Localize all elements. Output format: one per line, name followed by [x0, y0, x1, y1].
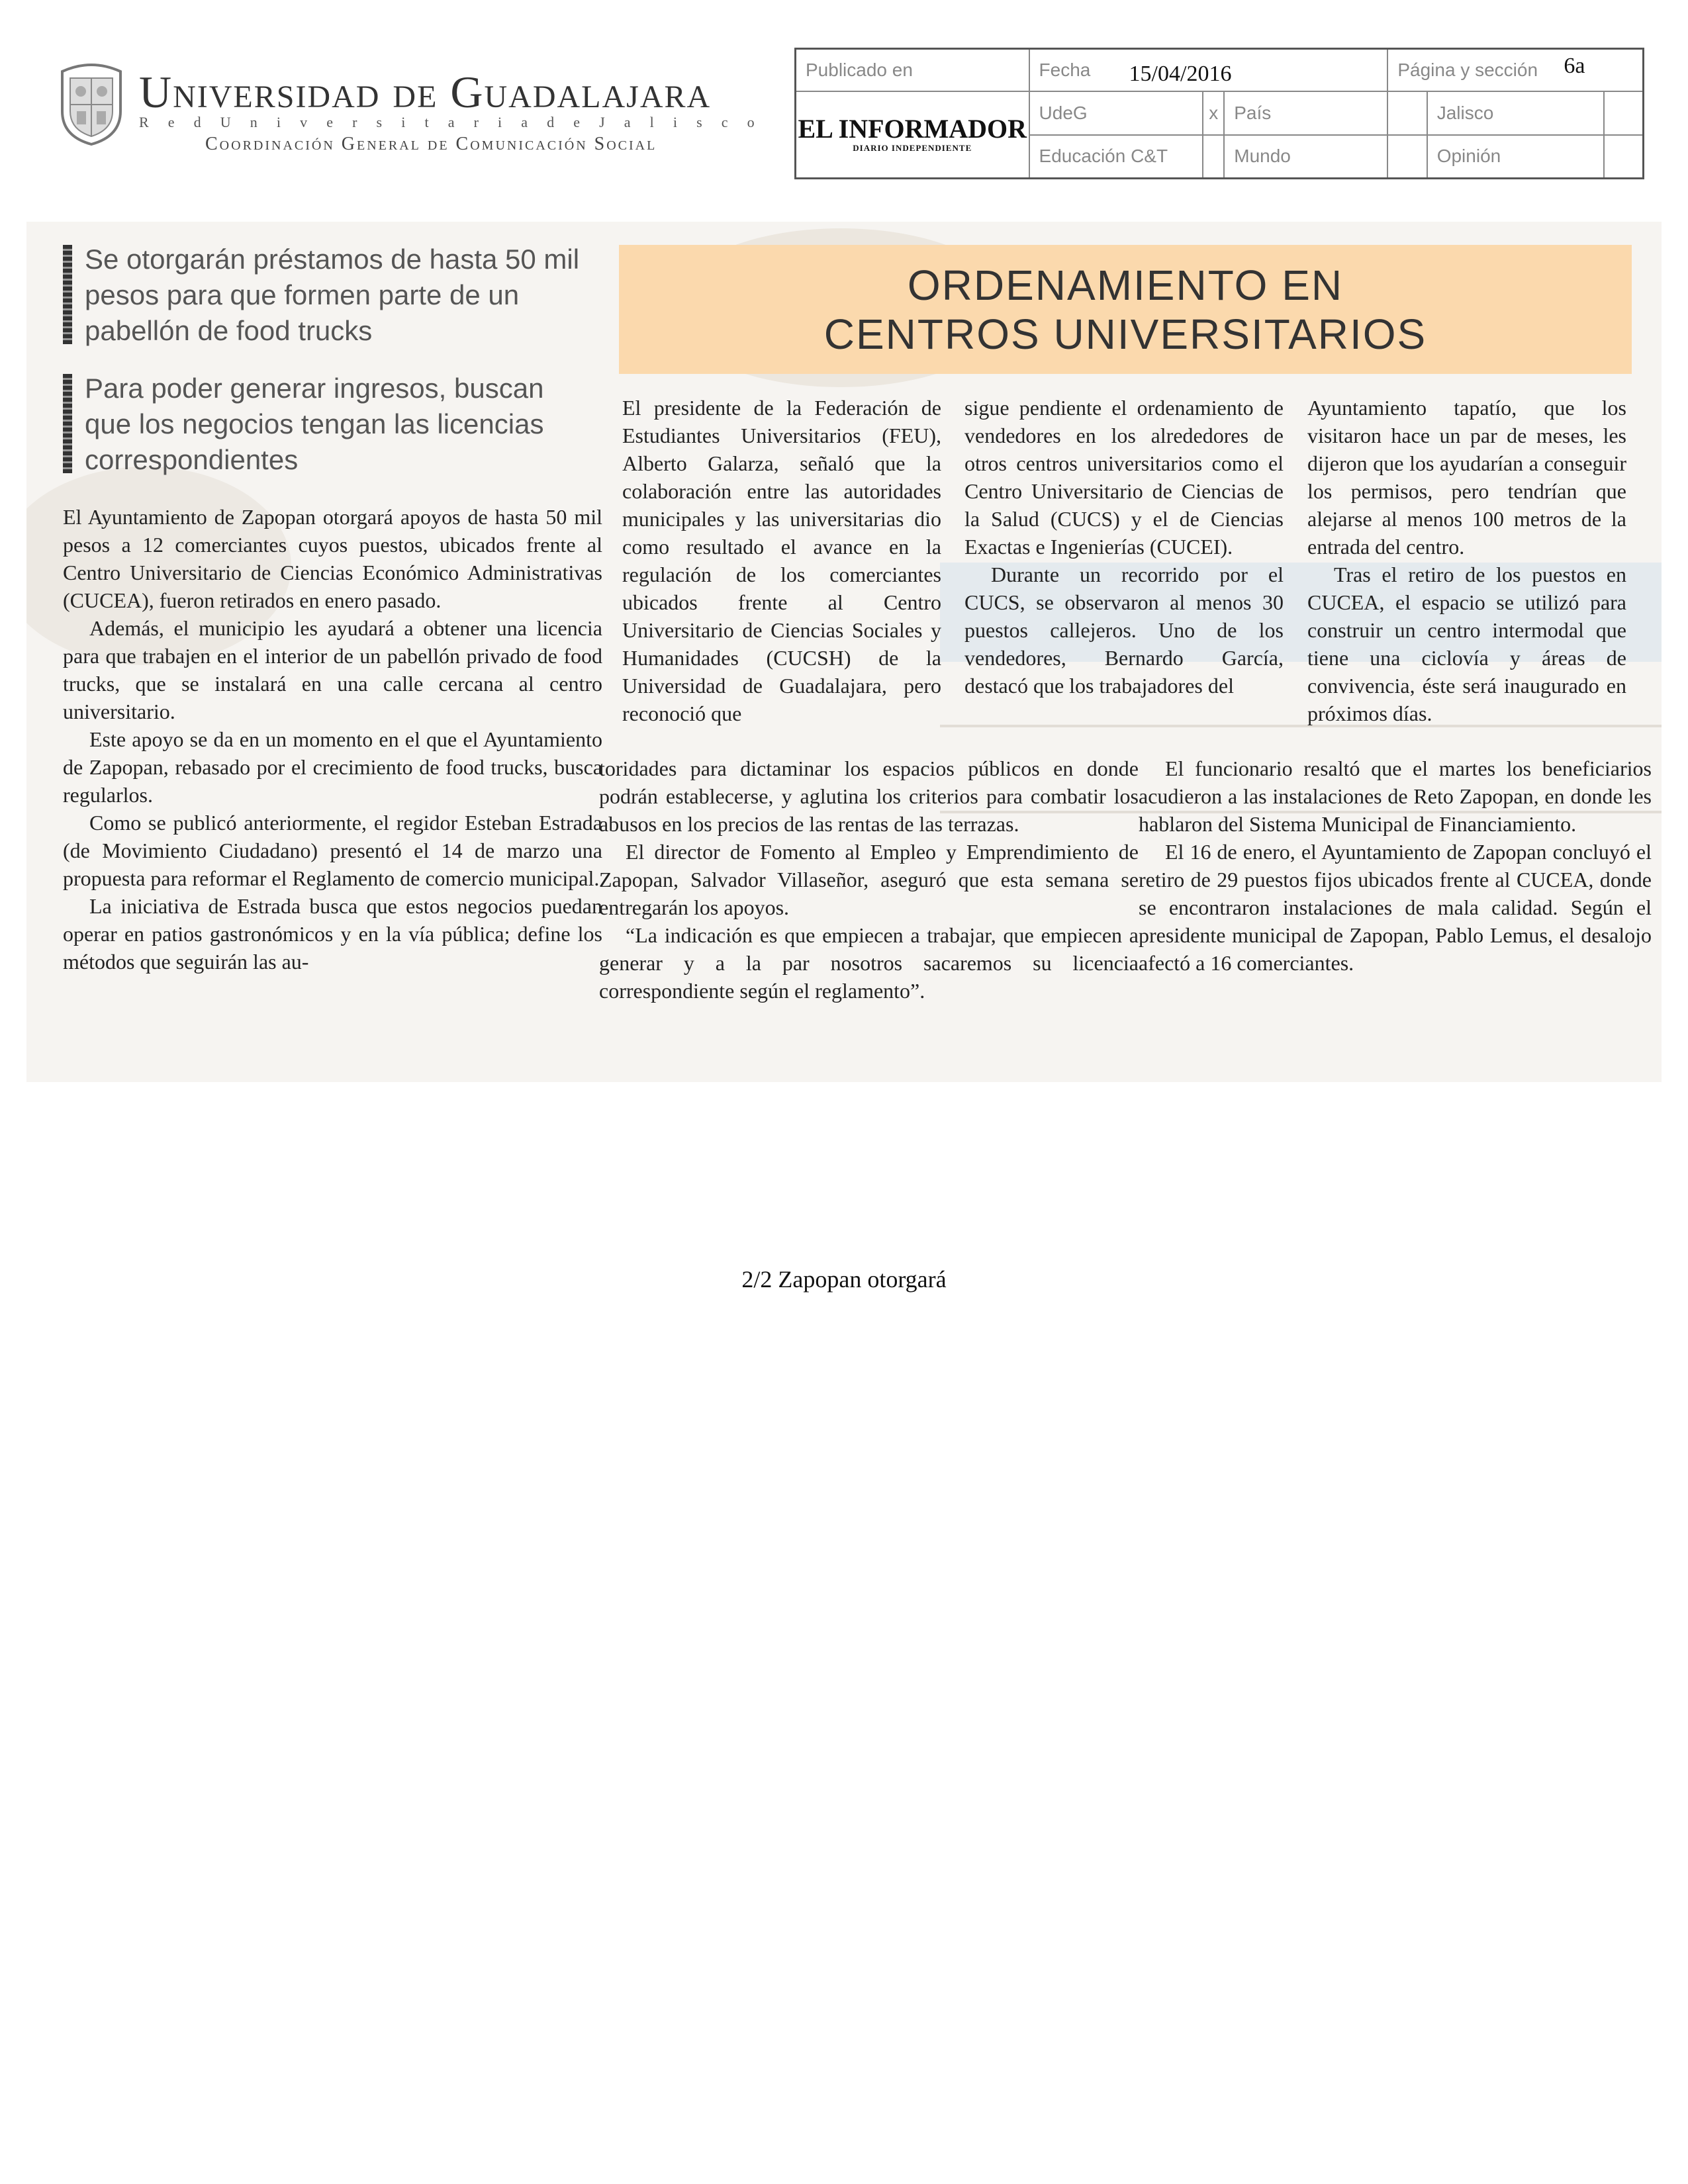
box-column-2	[964, 394, 1284, 700]
box-col2-paragraph-b: Durante un recorrido por el CUCS, se observaron al menos 30 puestos callejeros. Uno de los vendedores, Bernardo García, destacó que los trabajadores del	[964, 563, 1284, 698]
section-udeg: UdeG	[1029, 91, 1203, 135]
body-mid-paragraph: “La indicación es que empiecen a trabajar, que empiecen a generar y a la par nosotros sacaremos su licencia correspondiente según el reglamento”.	[599, 923, 1139, 1003]
subtitle-letter: c	[721, 114, 728, 130]
page-section-label: Página y sección	[1397, 59, 1538, 80]
section-opinion-mark	[1604, 135, 1644, 179]
subtitle-letter: s	[696, 114, 702, 130]
box-col2-paragraph-a: sigue pendiente el ordenamiento de vendedores en los alrededores de otros centros universitarios como el Centro Universitario de Ciencias de la Salud (CUCS) y el de Ciencias Exactas e Ingenierías (CUCEI).	[964, 396, 1284, 559]
subtitle-letter: a	[624, 114, 631, 130]
subtitle-letter: J	[599, 114, 605, 130]
subtitle-letter: R	[139, 114, 149, 130]
section-udeg-mark: x	[1203, 91, 1224, 135]
page-section-cell	[1387, 49, 1643, 91]
body-column-left	[63, 503, 602, 976]
subhead-bar-1	[63, 245, 72, 344]
subtitle-letter: e	[167, 114, 175, 130]
section-banner	[619, 245, 1632, 374]
banner-line-1: ORDENAMIENTO EN	[907, 261, 1344, 309]
newspaper-tagline: DIARIO INDEPENDIENTE	[853, 143, 972, 154]
subtitle-letter: e	[326, 114, 333, 130]
university-network-subtitle	[139, 114, 755, 131]
subtitle-letter: i	[276, 114, 281, 130]
coordination-subtitle: Coordinación General de Comunicación Social	[205, 134, 657, 154]
subhead-2: Para poder generar ingresos, buscan que los negocios tengan las licencias correspondientes	[85, 373, 544, 475]
body-column-middle	[599, 754, 1139, 1005]
subtitle-letter: U	[220, 114, 231, 130]
subtitle-letter: t	[424, 114, 429, 130]
subtitle-letter: a	[521, 114, 528, 130]
publication-info-table	[794, 48, 1644, 179]
subtitle-letter: r	[473, 114, 479, 130]
body-left-paragraph: Este apoyo se da en un momento en el que el Ayuntamiento de Zapopan, rebasado por el crecimiento de food trucks, busca regularlos.	[63, 727, 602, 807]
body-left-paragraph: Como se publicó anteriormente, el regidor Esteban Estrada (de Movimiento Ciudadano) presentó el 14 de marzo una propuesta para reformar el Reglamento de comercio municipal.	[63, 811, 602, 890]
box-col1-paragraph: El presidente de la Federación de Estudiantes Universitarios (FEU), Alberto Galarza, señaló que la colaboración entre las autoridades municipales y las universitarias dio como resultado el avance en la regulación de los comerciantes ubicados frente al Centro Universitario de Ciencias Sociales y Humanidades (CUCSH) de la Universidad de Guadalajara, pero reconoció que	[622, 396, 941, 725]
body-mid-paragraph: El director de Fomento al Empleo y Emprendimiento de Zapopan, Salvador Villaseñor, aseguró que esta semana se entregarán los apoyos.	[599, 840, 1139, 919]
published-in-label: Publicado en	[796, 49, 1029, 91]
subtitle-letter: v	[300, 114, 308, 130]
body-mid-paragraph: toridades para dictaminar los espacios públicos en donde podrán establecerse, y aglutina los criterios para combatir los abusos en los precios de las rentas de las terrazas.	[599, 756, 1139, 836]
section-educacion-mark	[1203, 135, 1224, 179]
section-jalisco: Jalisco	[1427, 91, 1604, 135]
subtitle-letter: e	[573, 114, 580, 130]
body-left-paragraph: La iniciativa de Estrada busca que estos negocios puedan operar en patios gastronómicos y en la vía pública; define los métodos que seguirán las au-	[63, 894, 602, 974]
date-value: 15/04/2016	[1129, 62, 1232, 86]
page-caption: 2/2 Zapopan otorgará	[741, 1266, 947, 1293]
subtitle-letter: o	[747, 114, 755, 130]
university-title-text: Universidad de Guadalajara	[139, 67, 712, 117]
section-jalisco-mark	[1604, 91, 1644, 135]
subtitle-letter: d	[193, 114, 201, 130]
subtitle-letter: a	[447, 114, 455, 130]
body-right-paragraph: El 16 de enero, el Ayuntamiento de Zapopan concluyó el retiro de 29 puestos fijos ubicados frente al CUCEA, donde se encontraron instalaciones de mala calidad. Según el presidente municipal de Zapopan, Pablo Lemus, el desalojo afectó a 16 comerciantes.	[1139, 840, 1652, 975]
box-column-1	[622, 394, 941, 727]
subhead-1	[85, 242, 614, 349]
newspaper-logo	[796, 91, 1029, 179]
subhead-bar-2	[63, 374, 72, 473]
section-pais: País	[1224, 91, 1387, 135]
body-right-paragraph: El funcionario resaltó que el martes los beneficiarios acudieron a las instalaciones de Reto Zapopan, en donde les hablaron del Sistema Municipal de Financiamiento.	[1139, 756, 1652, 836]
date-label: Fecha	[1039, 59, 1091, 80]
subtitle-letter: i	[673, 114, 677, 130]
subtitle-letter: l	[649, 114, 654, 130]
box-col3-paragraph-a: Ayuntamiento tapatío, que los visitaron hace un par de meses, les dijeron que los ayudarían a conseguir los permisos, pero tendrían que alejarse al menos 100 metros de la entrada del centro.	[1307, 396, 1626, 559]
section-educacion: Educación C&T	[1029, 135, 1203, 179]
page-section-value: 6a	[1564, 54, 1585, 78]
box-column-3	[1307, 394, 1626, 727]
body-left-paragraph: El Ayuntamiento de Zapopan otorgará apoyos de hasta 50 mil pesos a 12 comerciantes cuyos puestos, ubicados frente al Centro Universitario de Ciencias Económico Administrativas (CUCEA), fueron retirados en enero pasado.	[63, 505, 602, 612]
banner-line-2: CENTROS UNIVERSITARIOS	[823, 310, 1427, 358]
subtitle-letter: s	[376, 114, 383, 130]
university-crest-icon	[57, 58, 126, 146]
section-mundo-mark	[1387, 135, 1427, 179]
subtitle-letter: i	[401, 114, 406, 130]
subtitle-letter: r	[352, 114, 357, 130]
section-pais-mark	[1387, 91, 1427, 135]
subtitle-letter: i	[498, 114, 502, 130]
box-col3-paragraph-b: Tras el retiro de los puestos en CUCEA, el espacio se utilizó para construir un centro intermodal que tiene una ciclovía y áreas de convivencia, éste será inaugurado en próximos días.	[1307, 563, 1626, 725]
body-column-right	[1139, 754, 1652, 977]
date-cell	[1029, 49, 1388, 91]
section-mundo: Mundo	[1224, 135, 1387, 179]
article-clipping	[26, 222, 1662, 1082]
section-opinion: Opinión	[1427, 135, 1604, 179]
subhead-1-text: Se otorgarán préstamos de hasta 50 mil pesos para que formen parte de un pabellón de food trucks	[85, 244, 580, 346]
body-left-paragraph: Además, el municipio les ayudará a obtener una licencia para que trabajen en el interior de un pabellón privado de food trucks, que se instalará en una calle cercana al centro universitario.	[63, 616, 602, 723]
subtitle-letter: d	[547, 114, 555, 130]
subtitle-letter: n	[250, 114, 258, 130]
university-title	[139, 66, 711, 118]
newspaper-name: EL INFORMADOR	[798, 114, 1027, 144]
